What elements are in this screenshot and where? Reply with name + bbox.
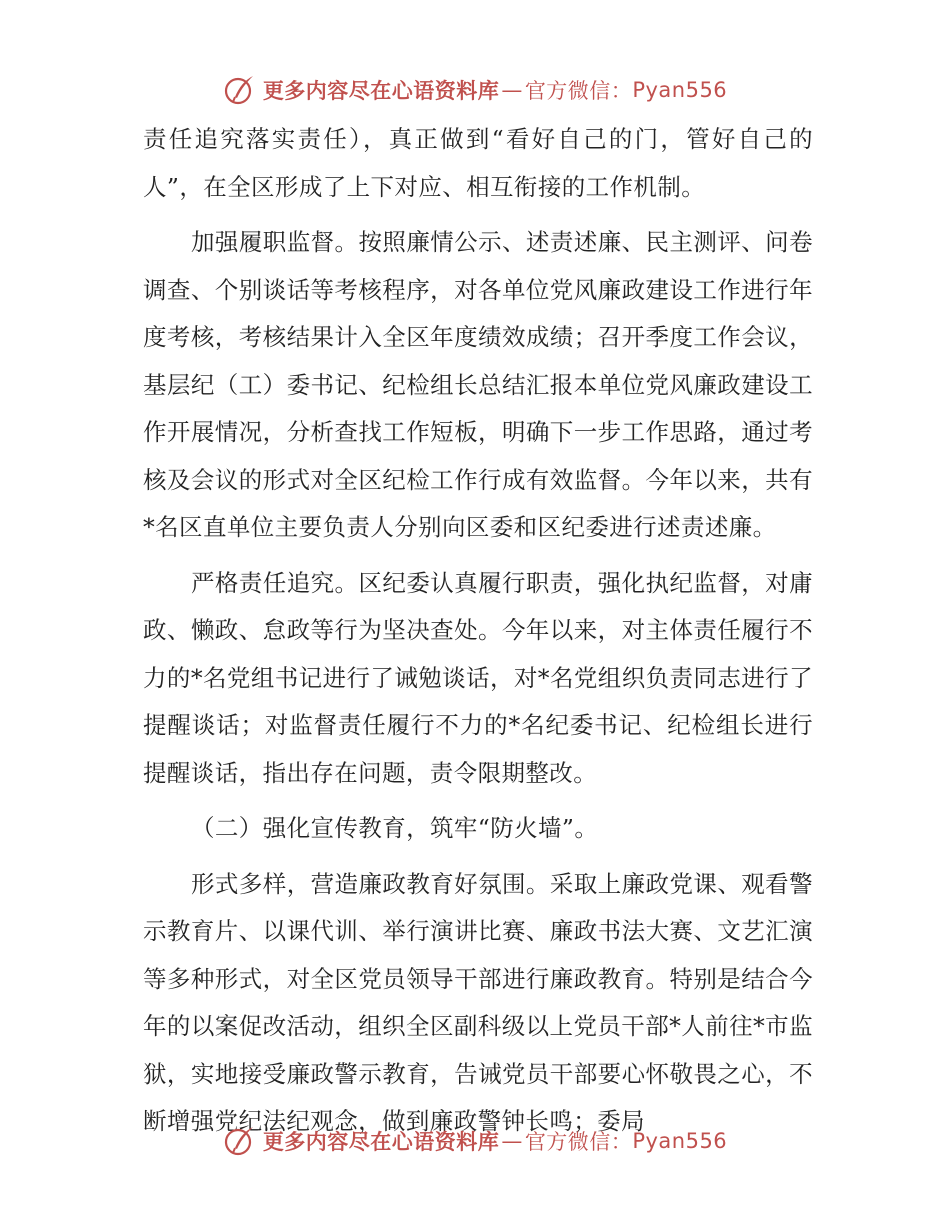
section-heading: （二）强化宣传教育，筑牢“防火墙”。 <box>191 814 599 842</box>
header-watermark <box>0 70 950 110</box>
watermark-wechat-label: 官方微信： <box>524 1130 633 1154</box>
footer-watermark <box>0 1121 950 1161</box>
quill-logo-icon <box>223 73 257 107</box>
paragraph-accountability: 严格责任追究。区纪委认真履行职责，强化执纪监督，对庸政、懒政、怠政等行为坚决查处。今年以来，对主体责任履行不力的*名党组书记进行了诫勉谈话，对*名党组织负责同志进行了提醒谈话；对监督责任履行不力的*名纪委书记、纪检组长进行提醒谈话，指出存在问题，责令限期整改。 <box>143 568 813 787</box>
watermark-wechat-id: Pyan556 <box>632 1129 728 1153</box>
watermark-title: 更多内容尽在心语资料库 <box>262 79 500 103</box>
quill-logo-icon <box>223 1124 257 1158</box>
paragraph-education: 形式多样，营造廉政教育好氛围。采取上廉政党课、观看警示教育片、以课代训、举行演讲比赛、廉政书法大赛、文艺汇演等多种形式，对全区党员领导干部进行廉政教育。特别是结合今年的以案促改活动，组织全区副科级以上党员干部*人前往*市监狱，实地接受廉政警示教育，告诫党员干部要心怀敬畏之心，不断增强党纪法纪观念，做到廉政警钟长鸣；委局 <box>143 869 813 1135</box>
paragraph-continued: 责任追究落实责任），真正做到“看好自己的门，管好自己的人”，在全区形成了上下对应、相互衔接的工作机制。 <box>143 125 813 201</box>
watermark-wechat-id: Pyan556 <box>632 78 728 102</box>
watermark-title: 更多内容尽在心语资料库 <box>262 1130 500 1154</box>
paragraph-supervision: 加强履职监督。按照廉情公示、述责述廉、民主测评、问卷调查、个别谈话等考核程序，对各单位党风廉政建设工作进行年度考核，考核结果计入全区年度绩效成绩；召开季度工作会议，基层纪（工）委书记、纪检组长总结汇报本单位党风廉政建设工作开展情况，分析查找工作短板，明确下一步工作思路，通过考核及会议的形式对全区纪检工作行成有效监督。今年以来，共有*名区直单位主要负责人分别向区委和区纪委进行述责述廉。 <box>143 228 813 541</box>
watermark-separator: — <box>501 78 523 102</box>
document-body <box>143 116 813 1146</box>
watermark-wechat-label: 官方微信： <box>524 79 633 103</box>
watermark-separator: — <box>501 1129 523 1153</box>
